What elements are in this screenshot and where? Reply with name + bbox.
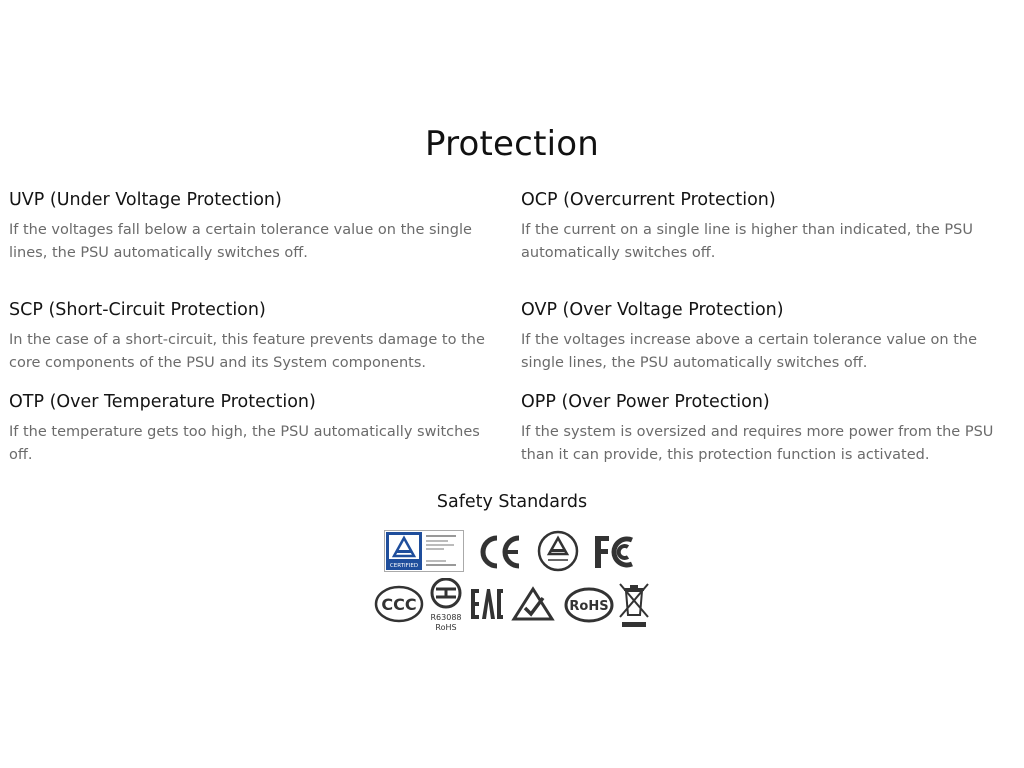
protection-title: OCP (Overcurrent Protection) bbox=[521, 190, 776, 210]
protection-title: OPP (Over Power Protection) bbox=[521, 392, 770, 412]
rohs-icon bbox=[564, 586, 614, 624]
bsmi-sub: RoHS bbox=[435, 623, 457, 632]
protection-description: If the temperature gets too high, the PSU automatically switches off. bbox=[9, 424, 480, 463]
protection-description: If the current on a single line is higher than indicated, the PSU automatically switches off. bbox=[521, 222, 973, 261]
protection-title: SCP (Short-Circuit Protection) bbox=[9, 300, 266, 320]
bsmi-code: R63088 bbox=[430, 613, 462, 622]
rohs-text: RoHS bbox=[569, 599, 609, 614]
protection-description: If the voltages increase above a certain tolerance value on the single lines, the PSU automatically switches off. bbox=[521, 332, 978, 371]
protection-title: UVP (Under Voltage Protection) bbox=[9, 190, 282, 210]
protection-uvp bbox=[9, 189, 499, 265]
protection-description: If the system is oversized and requires more power from the PSU than it can provide, this protection function is activated. bbox=[521, 424, 994, 463]
protection-description: In the case of a short-circuit, this feature prevents damage to the core components of the PSU and its System components. bbox=[9, 332, 485, 371]
page-title: Protection bbox=[424, 124, 599, 164]
protection-ocp bbox=[521, 189, 1011, 265]
protection-title: OTP (Over Temperature Protection) bbox=[9, 392, 316, 412]
weee-icon bbox=[617, 581, 651, 629]
eac-icon bbox=[469, 587, 505, 621]
protection-title: OVP (Over Voltage Protection) bbox=[521, 300, 784, 320]
protection-scp bbox=[9, 299, 499, 375]
bsmi-icon bbox=[427, 578, 465, 632]
tuv-certified-icon bbox=[384, 530, 464, 572]
ccc-text: CCC bbox=[381, 595, 417, 614]
ccc-icon bbox=[374, 584, 424, 624]
fcc-icon bbox=[592, 533, 638, 571]
protection-description: If the voltages fall below a certain tolerance value on the single lines, the PSU automatically switches off. bbox=[9, 222, 472, 261]
safety-standards-title: Safety Standards bbox=[436, 492, 588, 512]
protection-otp bbox=[9, 391, 499, 467]
protection-ovp bbox=[521, 299, 1011, 375]
protection-opp bbox=[521, 391, 1011, 467]
tuv-mark-icon bbox=[535, 529, 581, 575]
rcm-icon bbox=[511, 586, 555, 622]
tuv-certified-text: CERTIFIED bbox=[389, 563, 419, 569]
ce-mark-icon bbox=[479, 534, 523, 570]
